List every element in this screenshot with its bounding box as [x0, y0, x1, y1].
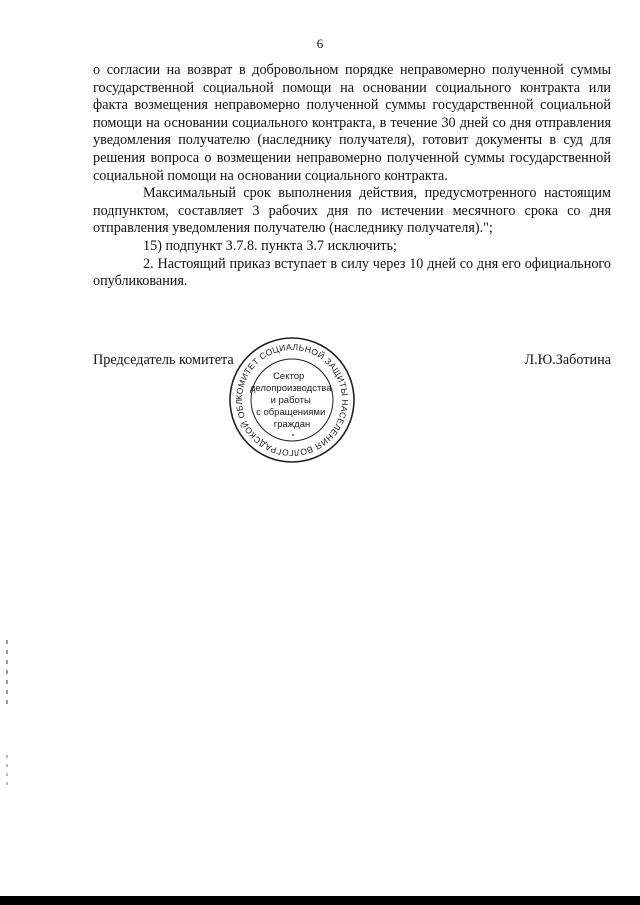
signature-name: Л.Ю.Заботина [524, 352, 611, 368]
page-number: 6 [316, 36, 324, 51]
official-stamp [227, 335, 357, 465]
paragraph-item-2: 2. Настоящий приказ вступает в силу через 10 дней со дня его официального опубликования. [93, 255, 611, 290]
paragraph-max-term: Максимальный срок выполнения действия, предусмотренного настоящим подпунктом, составляет 3 рабочих дня по истечении месячного срока со дня отправления уведомления получателю (наследнику получателя)."; [93, 185, 611, 237]
svg-text:Сектор делопроизводства: Сектор делопроизводства и работы с обращениями граждан [249, 371, 332, 430]
paragraph-item-15: 15) подпункт 3.7.8. пункта 3.7 исключить; [143, 237, 397, 254]
svg-text:КОМИТЕТ СОЦИАЛЬНОЙ ЗАЩИТЫ НАСЕ: КОМИТЕТ СОЦИАЛЬНОЙ ЗАЩИТЫ НАСЕЛЕНИЯ ВОЛГОГРАДСКОЙ ОБЛ [233, 341, 351, 459]
scan-margin-mark [6, 755, 8, 785]
document-body [93, 62, 611, 291]
scan-bottom-edge [0, 896, 640, 905]
scan-margin-mark [6, 640, 8, 710]
signature-title: Председатель комитета [93, 352, 234, 368]
stamp-seal-icon [227, 335, 357, 465]
paragraph-continuation: о согласии на возврат в добровольном порядке неправомерно полученной суммы государственной социальной помощи на основании социального контракта или факта возмещения неправомерно полученной суммы государственной социальной помощи на основании социального контракта, в течение 30 дней со дня отправления уведомления получателю (наследнику получателя), готовит документы в суд для решения вопроса о возмещении неправомерно полученной суммы государственной социальной помощи на основании социального контракта. [93, 62, 611, 184]
